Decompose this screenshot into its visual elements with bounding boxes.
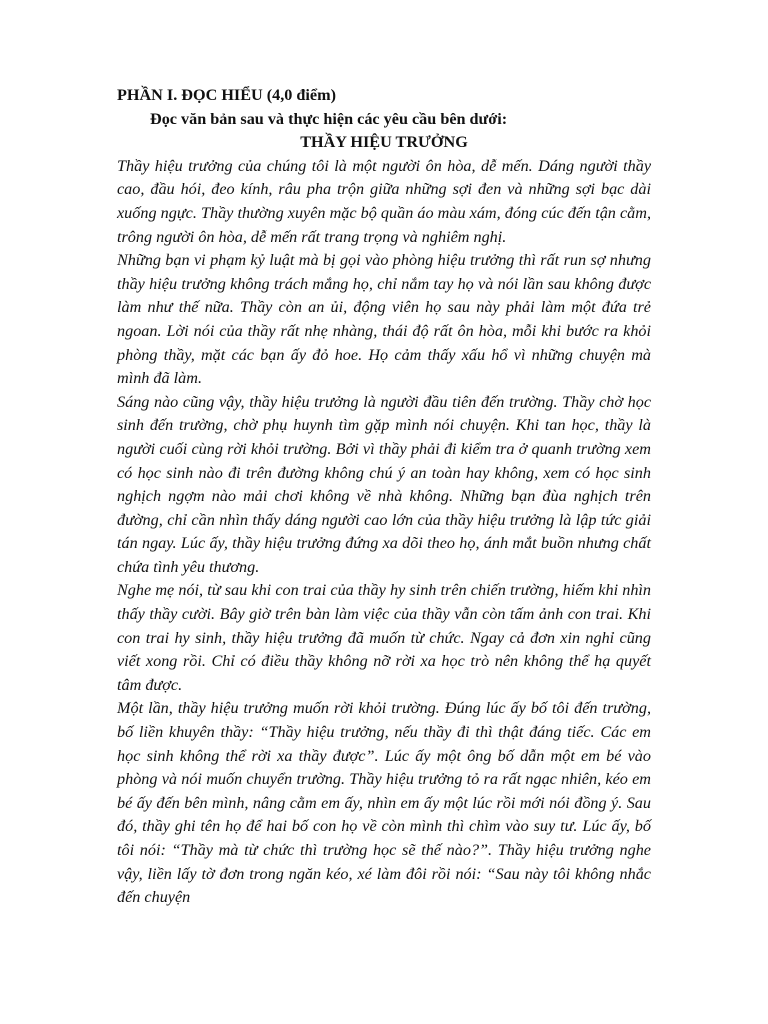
story-title: THẦY HIỆU TRƯỞNG [300, 133, 468, 152]
paragraph-4: Nghe mẹ nói, từ sau khi con trai của thầy hy sinh trên chiến trường, hiếm khi nhìn thấy thầy cười. Bây giờ trên bàn làm việc của thầy vẫn còn tấm ảnh con trai. Khi con trai hy sinh, thầy hiệu trưởng đã muốn từ chức. Ngay cả đơn xin nghỉ cũng viết xong rồi. Chỉ có điều thầy không nỡ rời xa học trò nên không thể hạ quyết tâm được. [117, 581, 651, 694]
paragraph-2: Những bạn vi phạm kỷ luật mà bị gọi vào phòng hiệu trưởng thì rất run sợ nhưng thầy hiệu trưởng không trách mắng họ, chỉ nắm tay họ và nói lần sau không được làm như thế nữa. Thầy còn an ủi, động viên họ sau này phải làm một đứa trẻ ngoan. Lời nói của thầy rất nhẹ nhàng, thái độ rất ôn hòa, mỗi khi bước ra khỏi phòng thầy, mặt các bạn ấy đỏ hoe. Họ cảm thấy xấu hổ vì những chuyện mà mình đã làm. [117, 251, 651, 388]
instruction-text: Đọc văn bản sau và thực hiện các yêu cầu bên dưới: [150, 109, 508, 128]
paragraph-3: Sáng nào cũng vậy, thầy hiệu trưởng là người đầu tiên đến trường. Thầy chờ học sinh đến trường, chờ phụ huynh tìm gặp mình nói chuyện. Khi tan học, thầy là người cuối cùng rời khỏi trường. Bởi vì thầy phải đi kiểm tra ở quanh trường xem có học sinh nào đi trên đường không chú ý an toàn hay không, xem có học sinh nghịch ngợm nào mải chơi không về nhà không. Những bạn đùa nghịch trên đường, chỉ cần nhìn thấy dáng người cao lớn của thầy hiệu trưởng là lập tức giải tán ngay. Lúc ấy, thầy hiệu trưởng đứng xa dõi theo họ, ánh mắt buồn nhưng chất chứa tình yêu thương. [117, 392, 651, 576]
paragraph-5: Một lần, thầy hiệu trưởng muốn rời khỏi trường. Đúng lúc ấy bố tôi đến trường, bố liền khuyên thầy: “Thầy hiệu trưởng, nếu thầy đi thì thật đáng tiếc. Các em học sinh không thể rời xa thầy được”. Lúc ấy một ông bố dẫn một em bé vào phòng và nói muốn chuyển trường. Thầy hiệu trưởng tỏ ra rất ngạc nhiên, kéo em bé ấy đến bên mình, nâng cằm em ấy, nhìn em ấy một lúc rồi mới nói đồng ý. Sau đó, thầy ghi tên họ để hai bố con họ về còn mình thì chìm vào suy tư. Lúc ấy, bố tôi nói: “Thầy mà từ chức thì trường học sẽ thế nào?”. Thầy hiệu trưởng nghe vậy, liền lấy tờ đơn trong ngăn kéo, xé làm đôi rồi nói: “Sau này tôi không nhắc đến chuyện [117, 699, 651, 907]
paragraph-1: Thầy hiệu trưởng của chúng tôi là một người ôn hòa, dễ mến. Dáng người thầy cao, đầu hói, đeo kính, râu pha trộn giữa những sợi đen và những sợi bạc dài xuống ngực. Thầy thường xuyên mặc bộ quần áo màu xám, đóng cúc đến tận cằm, trông người ôn hòa, dễ mến rất trang trọng và nghiêm nghị. [117, 156, 651, 246]
section-heading: PHẦN I. ĐỌC HIỂU (4,0 điểm) [117, 86, 336, 104]
document-body [117, 84, 651, 910]
